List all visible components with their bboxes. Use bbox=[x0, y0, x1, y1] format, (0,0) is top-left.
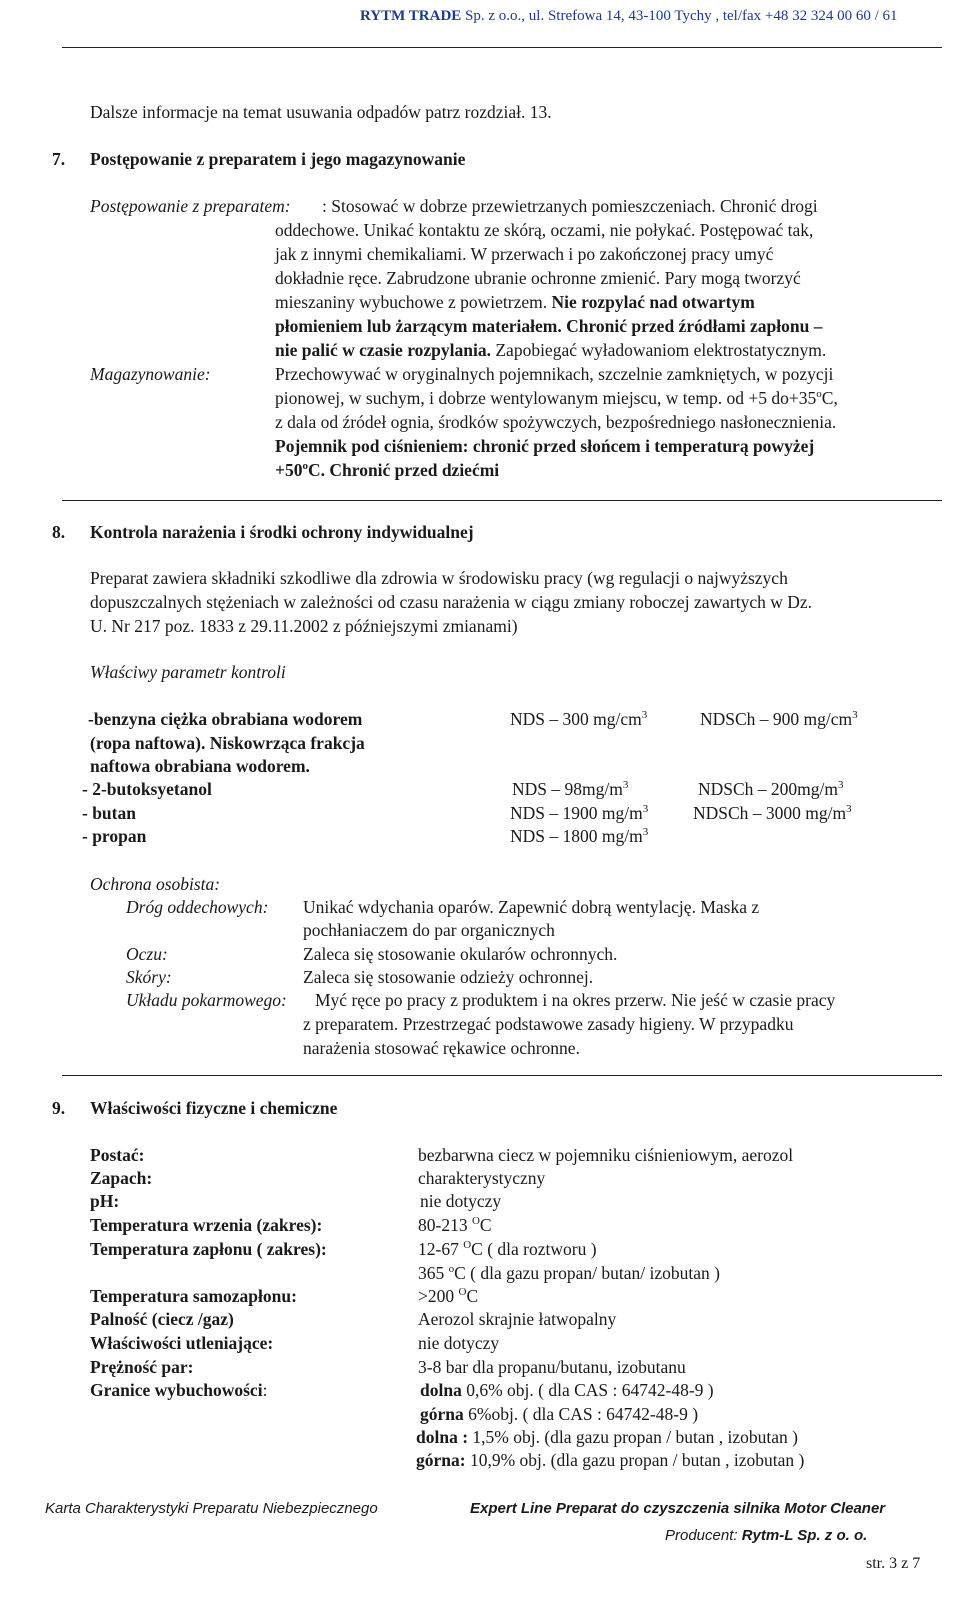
handling-warning-line: płomieniem lub żarzącym materiałem. Chronić przed źródłami zapłonu – bbox=[275, 316, 823, 336]
handling-warning: nie palić w czasie rozpylania. bbox=[275, 340, 491, 360]
skin-text: Zaleca się stosowanie odzieży ochronnej. bbox=[303, 967, 594, 987]
property-label: pH: bbox=[90, 1191, 120, 1211]
handling-line: dokładnie ręce. Zabrudzone ubranie ochronne zmienić. Pary mogą tworzyć bbox=[275, 268, 801, 288]
storage-line: z dala od źródeł ognia, środków spożywczych, bezpośredniego nasłonecznienia. bbox=[275, 412, 837, 432]
substance-name: - propan bbox=[82, 826, 147, 846]
digestive-text: z preparatem. Przestrzegać podstawowe zasady higieny. W przypadku bbox=[303, 1014, 794, 1034]
storage-warning-line: Pojemnik pod ciśnieniem: chronić przed słońcem i temperaturą powyżej bbox=[275, 436, 815, 456]
property-value: nie dotyczy bbox=[418, 1333, 500, 1353]
header-rule bbox=[62, 47, 942, 48]
storage-warning-line: $+50^oC$. Chronić przed dziećmi bbox=[275, 460, 500, 480]
storage-line: pionowej, w suchym, i dobrze wentylowanym miejscu, w temp. od +5 $do+35^oC$, bbox=[275, 388, 838, 408]
footer-producer: Producent: Rytm-L Sp. z o. o. bbox=[665, 1527, 868, 1544]
header-address: Sp. z o.o., ul. Strefowa 14, 43-100 Tychy , tel/fax +48 32 324 00 60 / 61 bbox=[461, 8, 898, 24]
section-7-title: Postępowanie z preparatem i jego magazynowanie bbox=[90, 149, 466, 169]
respiratory-text: pochłaniaczem do par organicznych bbox=[303, 920, 555, 940]
property-label: Prężność par: bbox=[90, 1357, 194, 1377]
property-label: Zapach: bbox=[90, 1168, 153, 1188]
handling-text: mieszaniny wybuchowe z powietrzem. bbox=[275, 292, 548, 312]
handling-line bbox=[275, 290, 755, 314]
property-value: 365 $^o$C ( dla gazu propan/ butan/ izobutan ) bbox=[418, 1263, 720, 1283]
personal-protection-heading: Ochrona osobista: bbox=[90, 874, 221, 894]
section-8-title: Kontrola narażenia i środki ochrony indywidualnej bbox=[90, 522, 474, 542]
section-8-number: 8. bbox=[52, 522, 66, 542]
page-header bbox=[360, 4, 898, 28]
property-value: nie dotyczy bbox=[420, 1191, 502, 1211]
property-value: 12-67 $^O$C ( dla roztworu ) bbox=[418, 1239, 597, 1259]
footer-document-type: Karta Charakterystyki Preparatu Niebezpiecznego bbox=[45, 1500, 378, 1517]
digestive-text: Myć ręce po pracy z produktem i na okres przerw. Nie jeść w czasie pracy bbox=[315, 990, 836, 1010]
property-value: 80-213 $^O$C bbox=[418, 1215, 492, 1235]
respiratory-text: Unikać wdychania oparów. Zapewnić dobrą wentylację. Maska z bbox=[303, 897, 760, 917]
substance-name: (ropa naftowa). Niskowrząca frakcja bbox=[90, 733, 365, 753]
respiratory-label: Dróg oddechowych: bbox=[126, 897, 269, 917]
handling-line bbox=[275, 338, 826, 362]
section-divider bbox=[62, 1075, 942, 1076]
substance-nds: NDS – 300 $mg/cm^3$ bbox=[510, 709, 648, 729]
explosion-limit: dolna : 1,5% obj. (dla gazu propan / butan , izobutan ) bbox=[416, 1427, 799, 1447]
substance-nds: NDS – 1800 $mg/m^3$ bbox=[510, 826, 649, 846]
exposure-paragraph-line: U. Nr 217 poz. 1833 z 29.11.2002 z późniejszymi zmianami) bbox=[90, 616, 518, 636]
substance-name: - 2-butoksyetanol bbox=[82, 779, 212, 799]
footer-product-name: Expert Line Preparat do czyszczenia silnika Motor Cleaner bbox=[470, 1500, 886, 1517]
header-company: RYTM TRADE bbox=[360, 8, 462, 24]
property-label: Postać: bbox=[90, 1145, 145, 1165]
property-label: Właściwości utleniające: bbox=[90, 1333, 274, 1353]
handling-line: : Stosować w dobrze przewietrzanych pomieszczeniach. Chronić drogi bbox=[322, 196, 818, 216]
page-number: str. 3 z 7 bbox=[866, 1555, 921, 1572]
property-value: 3-8 bar dla propanu/butanu, izobutanu bbox=[418, 1357, 686, 1377]
eyes-text: Zaleca się stosowanie okularów ochronnych. bbox=[303, 944, 618, 964]
property-value: bezbarwna ciecz w pojemniku ciśnieniowym, aerozol bbox=[418, 1145, 794, 1165]
digestive-label: Układu pokarmowego: bbox=[126, 990, 287, 1010]
section-divider bbox=[62, 500, 942, 501]
handling-line: oddechowe. Unikać kontaktu ze skórą, oczami, nie połykać. Postępować tak, bbox=[275, 220, 814, 240]
handling-text: Zapobiegać wyładowaniom elektrostatycznym. bbox=[495, 340, 827, 360]
handling-label: Postępowanie z preparatem: bbox=[90, 196, 291, 216]
eyes-label: Oczu: bbox=[126, 944, 168, 964]
waste-note: Dalsze informacje na temat usuwania odpadów patrz rozdział. 13. bbox=[90, 102, 552, 122]
skin-label: Skóry: bbox=[126, 967, 172, 987]
explosion-limit: górna 6%obj. ( dla CAS : 64742-48-9 ) bbox=[420, 1404, 699, 1424]
storage-line: Przechowywać w oryginalnych pojemnikach, szczelnie zamkniętych, w pozycji bbox=[275, 364, 834, 384]
exposure-paragraph-line: Preparat zawiera składniki szkodliwe dla zdrowia w środowisku pracy (wg regulacji o najwyższych bbox=[90, 568, 788, 588]
substance-ndsch: NDSCh – 900 $mg/cm^3$ bbox=[700, 709, 858, 729]
substance-ndsch: NDSCh – 3000 $mg/m^3$ bbox=[693, 803, 852, 823]
explosion-limit: górna: 10,9% obj. (dla gazu propan / butan , izobutan ) bbox=[416, 1450, 805, 1470]
storage-label: Magazynowanie: bbox=[90, 364, 211, 384]
property-label: Palność (ciecz /gaz) bbox=[90, 1309, 234, 1329]
property-label: Temperatura wrzenia (zakres): bbox=[90, 1215, 323, 1235]
property-value: >200 $^O$C bbox=[418, 1286, 479, 1306]
substance-nds: NDS – 1900 $mg/m^3$ bbox=[510, 803, 649, 823]
handling-warning: Nie rozpylać nad otwartym bbox=[551, 292, 755, 312]
substance-name: -benzyna ciężka obrabiana wodorem bbox=[88, 709, 363, 729]
section-9-number: 9. bbox=[52, 1098, 66, 1118]
exposure-paragraph-line: dopuszczalnych stężeniach w zależności od czasu narażenia w ciągu zmiany roboczej zawartych w Dz. bbox=[90, 592, 813, 612]
digestive-text: narażenia stosować rękawice ochronne. bbox=[303, 1038, 580, 1058]
substance-nds: NDS – $98mg/m^3$ bbox=[512, 779, 629, 799]
control-parameter-heading: Właściwy parametr kontroli bbox=[90, 662, 286, 682]
property-label: Granice wybuchowości: bbox=[90, 1380, 268, 1400]
property-value: Aerozol skrajnie łatwopalny bbox=[418, 1309, 617, 1329]
section-9-title: Właściwości fizyczne i chemiczne bbox=[90, 1098, 338, 1118]
handling-line: jak z innymi chemikaliami. W przerwach i po zakończonej pracy umyć bbox=[275, 244, 774, 264]
substance-name: - butan bbox=[82, 803, 136, 823]
substance-name: naftowa obrabiana wodorem. bbox=[90, 756, 310, 776]
property-label: Temperatura samozapłonu: bbox=[90, 1286, 297, 1306]
property-label: Temperatura zapłonu ( zakres): bbox=[90, 1239, 327, 1259]
property-value: charakterystyczny bbox=[418, 1168, 546, 1188]
section-7-number: 7. bbox=[52, 149, 66, 169]
explosion-limit: dolna 0,6% obj. ( dla CAS : 64742-48-9 ) bbox=[420, 1380, 714, 1400]
substance-ndsch: NDSCh – $200mg/m^3$ bbox=[698, 779, 844, 799]
